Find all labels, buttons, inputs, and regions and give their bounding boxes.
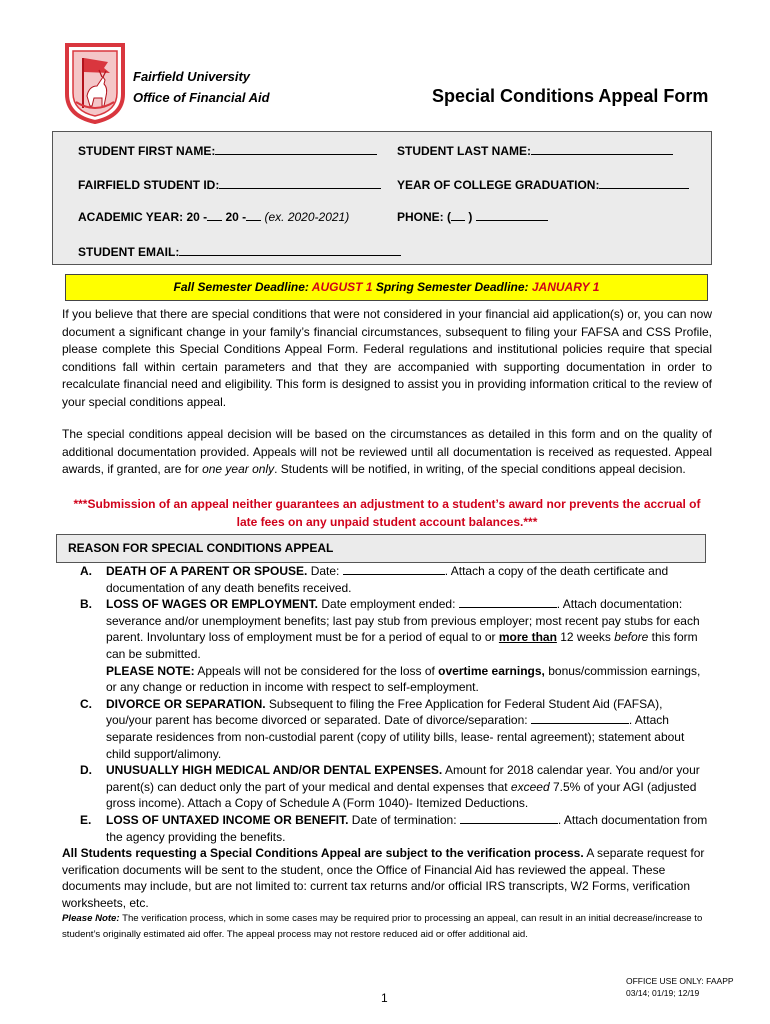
decision-text-1: The special conditions appeal decision will be based on the circumstances as detailed in this form and on the quality of additional documentation provided. Appeals will not be reviewed until all documentation is received as requested. Appeal awards, if granted, are for [62,427,712,476]
reason-text: Amount for 2018 calendar year. You and/or your parent(s) can deduct only the part of your medical and dental expenses that [106,763,700,794]
decision-paragraph [62,426,712,479]
employment-end-date-blank[interactable] [459,596,557,608]
reason-heading: REASON FOR SPECIAL CONDITIONS APPEAL [56,534,706,563]
academic-year-example: (ex. 2020-2021) [264,210,350,224]
last-name-field[interactable] [397,143,673,158]
reason-letter: C. [80,696,92,711]
academic-year-field[interactable] [78,209,349,224]
university-logo [64,42,126,124]
phone-field[interactable] [397,209,548,224]
reason-title: UNUSUALLY HIGH MEDICAL AND/OR DENTAL EXPENSES. [106,763,443,778]
reason-text: . Attach a copy of the death certificate and documentation of any death benefits received. [106,564,669,595]
org-name: Fairfield University [133,69,251,84]
spring-deadline-label: Spring Semester Deadline: [372,280,532,294]
reason-text: . Attach documentation from the agency providing the benefits. [106,812,708,844]
verification-text: A separate request for verification documents will be sent to the student, once the Office of Financial Aid has reviewed the appeal. These documents may include, but are not limited to: current tax returns and/or official IRS transcripts, W2 Forms, verification worksheets, etc. [62,846,705,910]
first-name-blank[interactable] [215,143,377,155]
divorce-date-blank[interactable] [531,712,629,724]
email-field[interactable] [78,244,401,259]
reason-text: Date employment ended: [318,597,459,612]
reason-item-e [80,812,710,845]
reason-text: Date of termination: [348,812,460,827]
email-label: STUDENT EMAIL: [78,245,180,259]
reason-text: 12 weeks [556,630,615,645]
office-use-label: OFFICE USE ONLY: FAAPP [626,976,734,986]
phone-number-blank[interactable] [476,209,548,221]
spring-deadline-date: JANUARY 1 [531,280,600,294]
reasons-list [80,563,710,845]
academic-year-dash: 20 - [222,210,247,224]
deadline-banner [65,274,708,301]
reason-text: this form can be submitted. [106,630,698,661]
reason-text: bonus/commission earnings, or any change or reduction in income with respect to self-employment. [106,663,701,695]
phone-area-blank[interactable] [451,209,465,221]
reason-text: Date: [307,564,343,578]
phone-label: PHONE: ( [397,210,451,224]
reason-letter: E. [80,812,92,827]
please-note-text: The verification process, which in some cases may be required prior to processing an appeal, can result in an initial decrease/increase to student’s originally estimated aid offer. The appeal process may not restore reduced aid or offer additional aid. [62,913,703,940]
reason-title: LOSS OF WAGES OR EMPLOYMENT. [106,597,319,612]
reason-text: . Attach documentation: severance and/or unemployment benefits; last pay stub from previous employer; most recent pay stubs for each parent. Involuntary loss of employment must be for a period of equal to or [106,597,700,645]
please-note-paragraph [62,911,712,943]
last-name-label: STUDENT LAST NAME: [397,144,531,158]
office-use-block [626,975,734,999]
academic-year-start-blank[interactable] [207,209,222,221]
phone-paren: ) [465,210,473,224]
death-date-blank[interactable] [343,563,445,575]
reason-item-c [80,696,710,762]
org-block [133,66,270,108]
reason-text: Appeals will not be considered for the loss of [194,663,439,678]
reason-text: 7.5% of your AGI (adjusted gross income). Attach a Copy of Schedule A (Form 1040)- Itemized Deductions. [106,779,697,811]
student-id-field[interactable] [78,177,381,192]
intro-paragraph: If you believe that there are special conditions that were not considered in your financial aid application(s) or, you can now document a significant change in your family’s financial circumstances, subsequent to filing your FAFSA and CSS Profile, please complete this Special Conditions Appeal Form. Federal regulations and institutional policies require that special conditions fall within certain parameters and that they are accompanied with supporting documentation in order to recalculate financial need and eligibility. This form is designed to assist you in providing information critical to the review of your special conditions appeal. [62,307,712,409]
overtime-emphasis: overtime earnings, [438,663,545,678]
academic-year-label: ACADEMIC YEAR: 20 - [78,210,208,224]
grad-year-field[interactable] [397,177,689,192]
student-info-box [52,131,712,265]
reason-title: DIVORCE OR SEPARATION. [106,696,266,711]
reason-title: LOSS OF UNTAXED INCOME OR BENEFIT. [106,812,349,827]
reason-item-b [80,596,710,696]
please-note-label: Please Note: [62,913,120,924]
reason-letter: A. [80,564,92,578]
grad-year-blank[interactable] [599,177,689,189]
decision-emphasis: one year only [202,462,275,476]
last-name-blank[interactable] [531,143,673,155]
first-name-field[interactable] [78,143,377,158]
fall-deadline-date: AUGUST 1 [311,280,373,294]
academic-year-end-blank[interactable] [246,209,261,221]
student-id-blank[interactable] [219,177,381,189]
appeal-notice: ***Submission of an appeal neither guarantees an adjustment to a student’s award nor prevents the accrual of late fees on any unpaid student account balances.*** [73,497,701,529]
reason-letter: B. [80,597,92,612]
grad-year-label: YEAR OF COLLEGE GRADUATION: [397,178,600,192]
decision-text-2: . Students will be notified, in writing, of the special conditions appeal decision. [274,462,686,476]
reason-title: DEATH OF A PARENT OR SPOUSE. [106,564,308,578]
form-title: Special Conditions Appeal Form [432,86,709,106]
reason-letter: D. [80,763,92,778]
fall-deadline-label: Fall Semester Deadline: [173,280,312,294]
reason-text: Subsequent to filing the Free Application for Federal Student Aid (FAFSA), you/your parent has become divorced or separated. Date of divorce/separation: [106,696,663,728]
reason-text: . Attach separate residences from non-custodial parent (copy of utility bills, lease- rental agreement); statement about child support/alimony. [106,713,685,761]
verification-bold: All Students requesting a Special Conditions Appeal are subject to the verification process. [62,846,584,860]
before-emphasis: before [614,630,649,645]
org-office: Office of Financial Aid [133,90,270,105]
student-id-label: FAIRFIELD STUDENT ID: [78,178,220,192]
verification-paragraph [62,845,712,911]
page-number: 1 [381,991,388,1005]
email-blank[interactable] [179,244,401,256]
exceed-emphasis: exceed [510,779,550,794]
revision-dates: 03/14; 01/19; 12/19 [626,988,700,998]
please-note-label: PLEASE NOTE: [106,663,195,678]
reason-item-d [80,762,710,812]
more-than-emphasis: more than [498,630,557,645]
termination-date-blank[interactable] [460,812,558,824]
reason-item-a [80,563,710,596]
first-name-label: STUDENT FIRST NAME: [78,144,216,158]
